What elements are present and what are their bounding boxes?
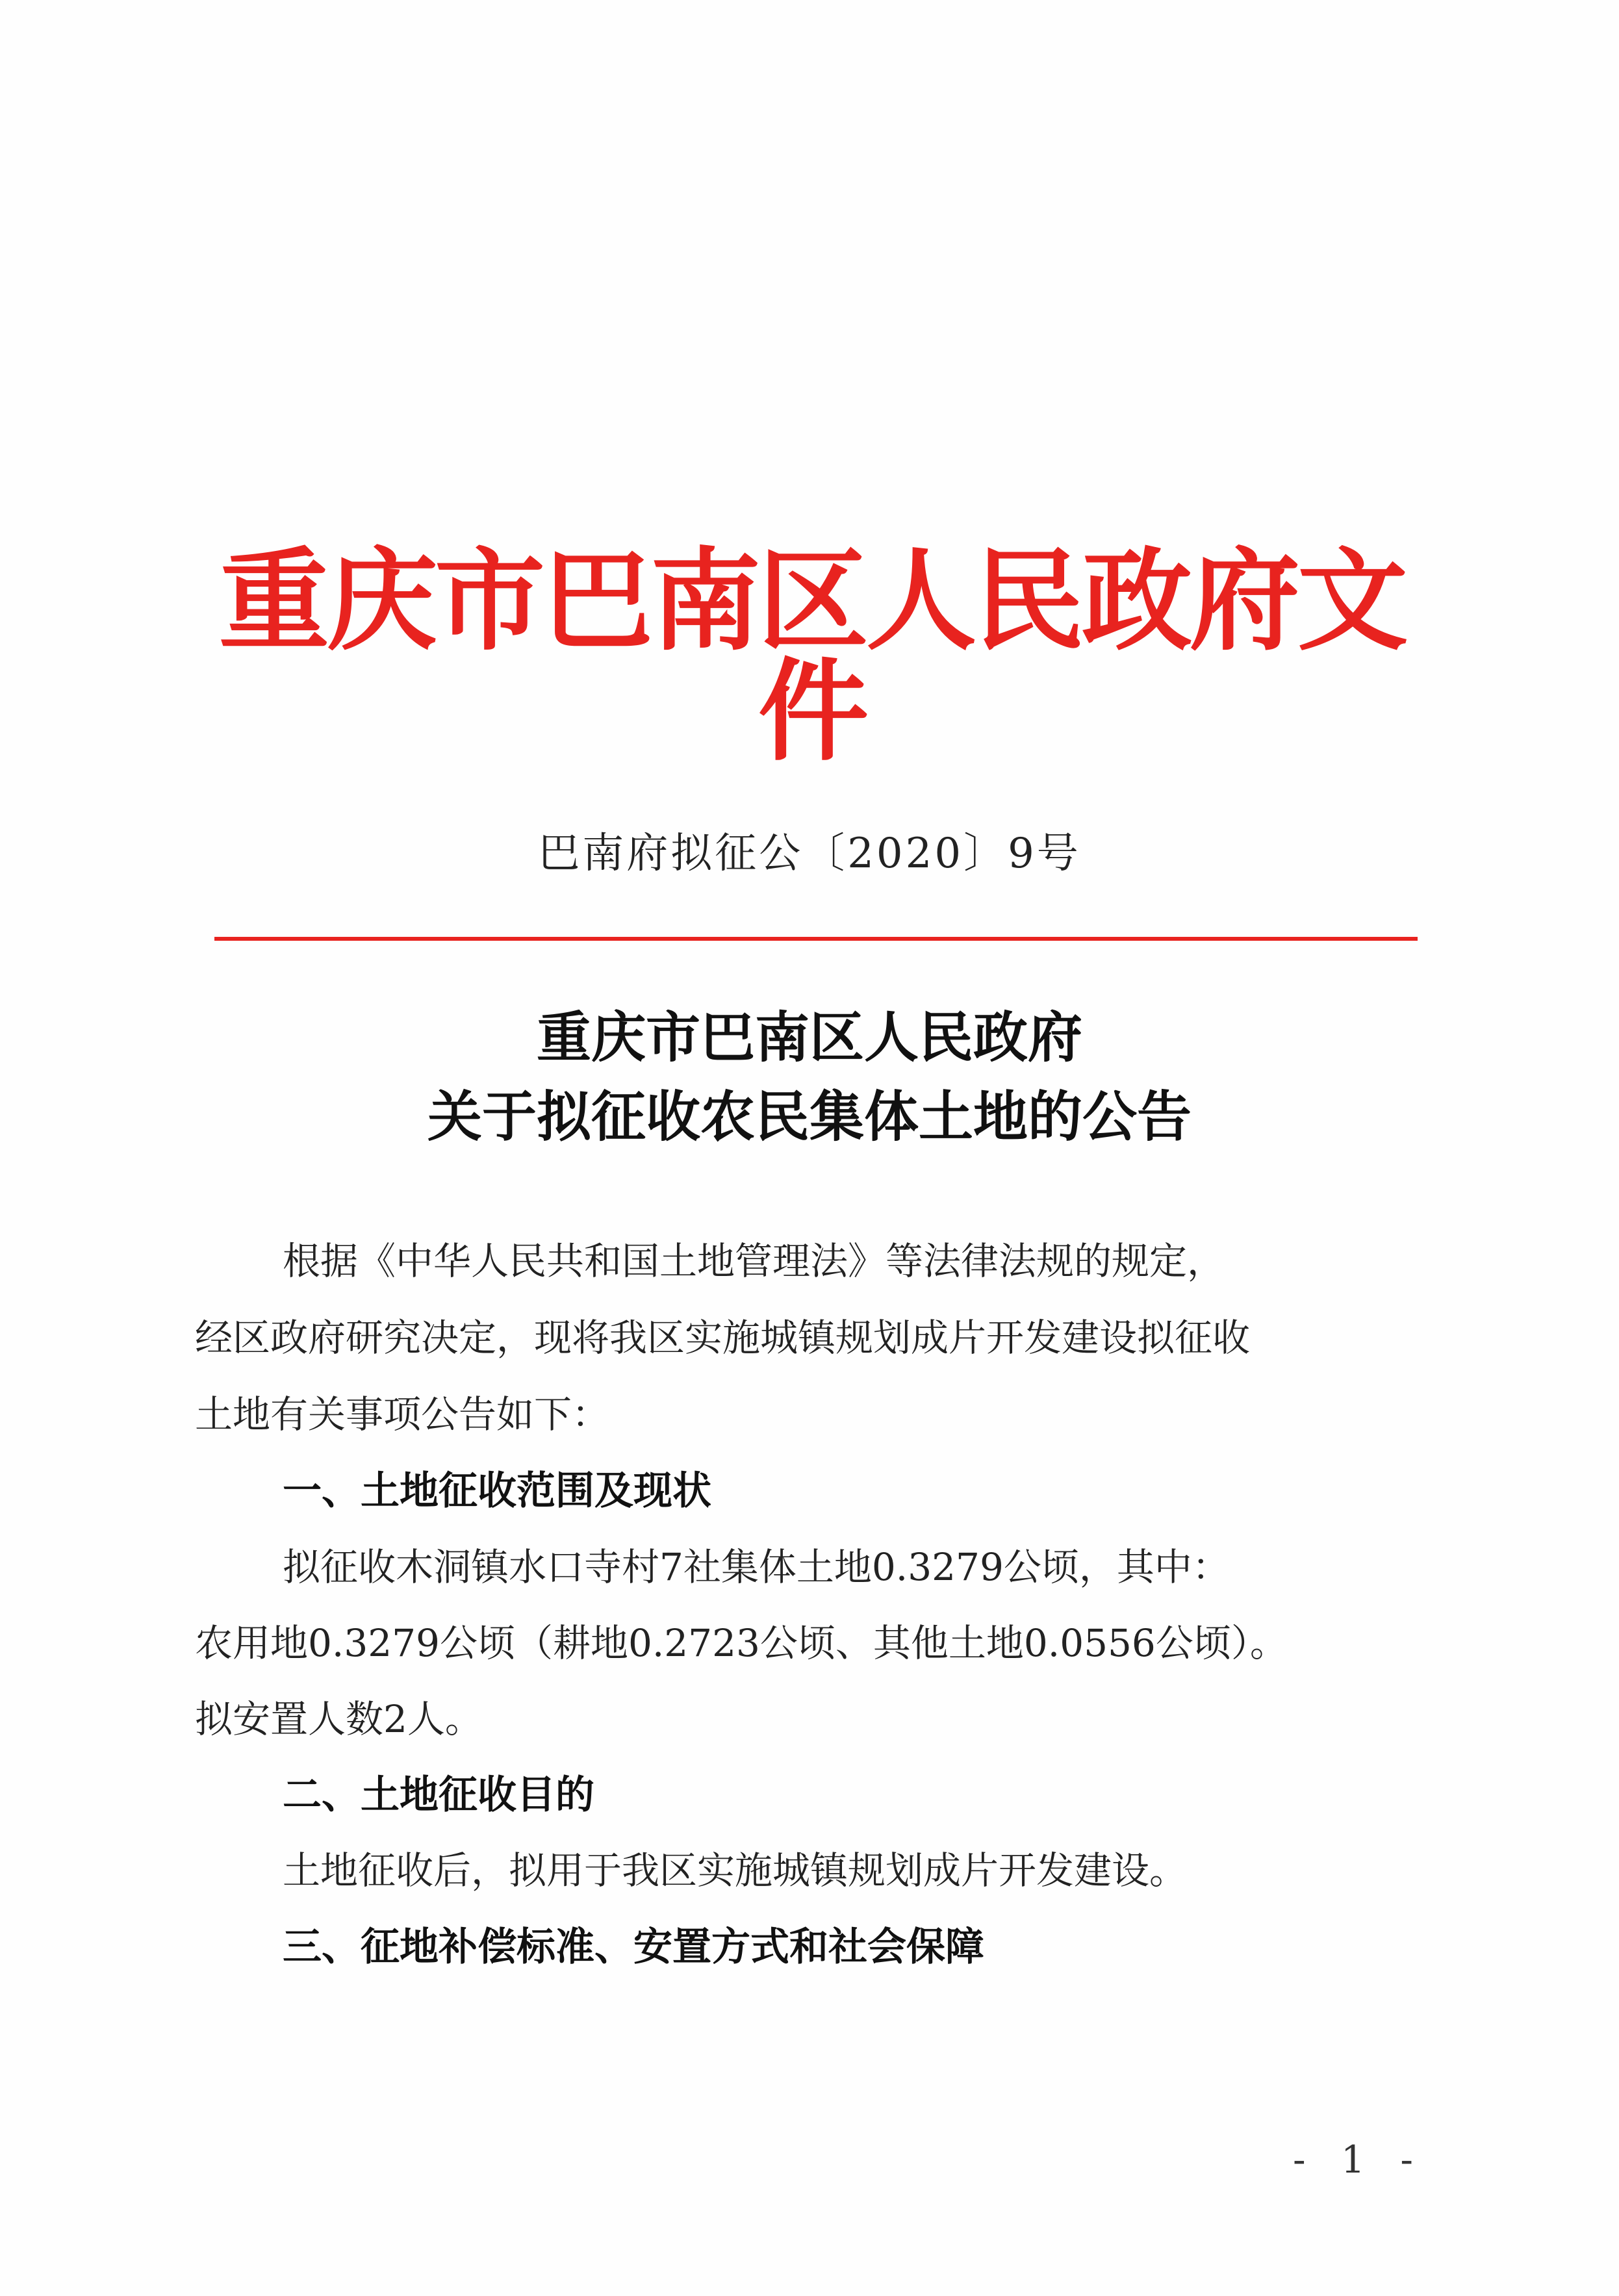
intro-line: 土地有关事项公告如下：	[195, 1392, 610, 1436]
intro-line: 根据《中华人民共和国土地管理法》等法律法规的规定，	[283, 1239, 1225, 1283]
section-heading: 一、土地征收范围及现状	[283, 1468, 711, 1514]
section-paragraph-line: 拟征收木洞镇水口寺村7社集体土地0.3279公顷，其中：	[283, 1545, 1230, 1589]
section-paragraph-line: 拟安置人数2人。	[195, 1697, 483, 1741]
section-paragraph-line: 农用地0.3279公顷（耕地0.2723公顷、其他土地0.0556公顷）。	[195, 1621, 1288, 1665]
red-divider-line	[214, 937, 1418, 941]
notice-title-line1: 重庆市巴南区人民政府	[536, 1006, 1082, 1069]
page-number: - 1 -	[1293, 2137, 1425, 2182]
section-paragraph-line: 土地征收后，拟用于我区实施城镇规划成片开发建设。	[283, 1848, 1188, 1893]
intro-line: 经区政府研究决定，现将我区实施城镇规划成片开发建设拟征收	[195, 1316, 1251, 1360]
document-number: 巴南府拟征公〔2020〕9号	[538, 830, 1081, 878]
issuer-header-title: 重庆市巴南区人民政府文件	[218, 536, 1405, 776]
notice-title-line2: 关于拟征收农民集体土地的公告	[427, 1085, 1192, 1149]
section-heading: 二、土地征收目的	[283, 1772, 594, 1818]
section-heading: 三、征地补偿标准、安置方式和社会保障	[283, 1924, 984, 1970]
